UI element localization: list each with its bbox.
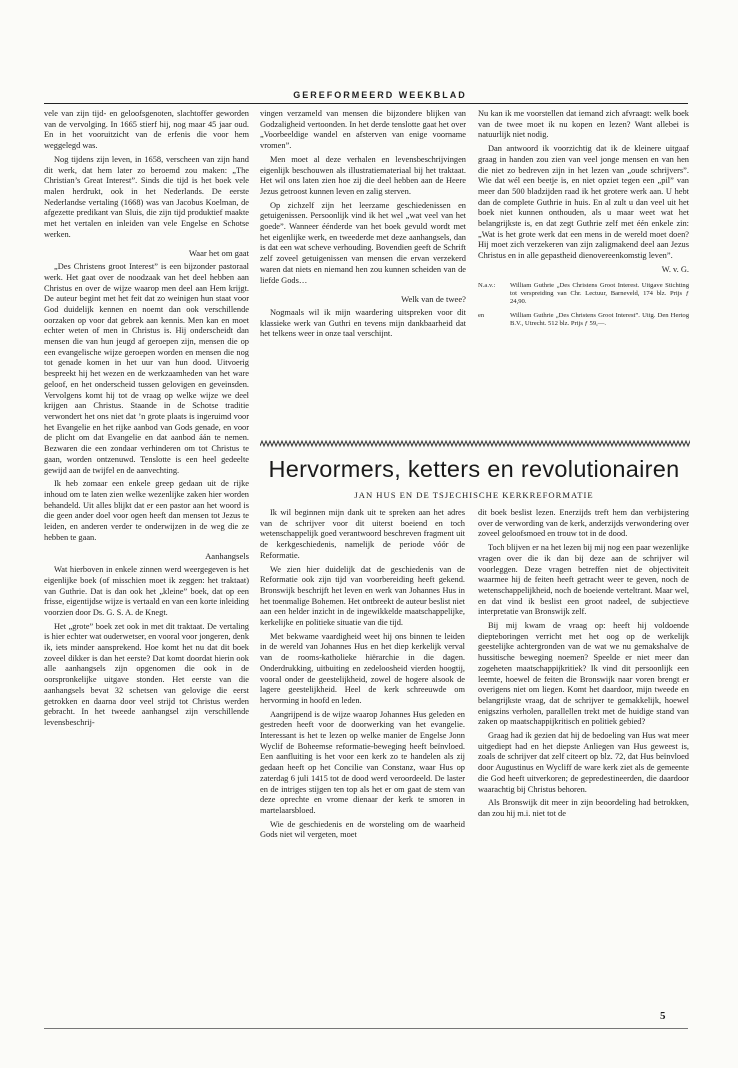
paragraph: Wat hierboven in enkele zinnen werd weergegeven is het eigenlijke boek (of misschien moet ik zeggen: het traktaat) van Guthrie. Dat is dan ook het „kleine” boek, dat op een frisse, eigentijdse wijze is vertaald en van een korte inleiding voorzien door Ds. G. S. A. de Knegt.	[44, 565, 249, 617]
column-1	[44, 109, 249, 732]
column-2	[260, 109, 466, 343]
footnote	[478, 312, 689, 328]
paragraph: Nu kan ik me voorstellen dat iemand zich afvraagt: welk boek van de twee moet ik nu kopen en lezen? Want allebei is natuurlijk niet nodig.	[478, 109, 689, 140]
bottom-rule	[44, 1028, 688, 1029]
paragraph: Als Bronswijk dit meer in zijn beoordeling had betrokken, dan zou hij m.i. niet tot de	[478, 798, 689, 818]
footnote-label: en	[478, 312, 485, 320]
top-rule	[44, 103, 688, 104]
paragraph: Met bekwame vaardigheid weet hij ons binnen te leiden in de wereld van Johannes Hus en het diep kerkelijk verval van de rooms-katholieke hiërarchie in die dagen. Onderdrukking, uitbuiting en zedeloosheid vierden hoogtij, vooral onder de geestelijkheid, zowel de hogere alsook de lagere geestelijkheid. Heel de kerk schreeuwde om hervorming in hoofd en leden.	[260, 631, 465, 705]
paragraph: Wie de geschiedenis en de worsteling om de waarheid Gods niet wil vergeten, moet	[260, 819, 465, 840]
paragraph: „Des Christens groot Interest” is een bijzonder pastoraal werk. Het gaat over de noodzaak van het deel hebben aan Christus en over de wijze waarop men deel aan Hem krijgt. De auteur begint met het feit dat zo weinigen hun staat voor God duidelijk kennen en noemt dan ook verschillende oorzaken op voor dat gebrek aan kennis. Men kan en moet echter weten of men in Christus is. Hij onderscheidt dan mensen die van hun jeugd af geroepen zijn, mensen die op een evangelische wijze geroepen worden en mensen die nog tot genade komen in het uur van hun dood. Uitvoerig bespreekt hij het wezen en de werkzaamheden van het ware geloof, en het onderscheid tussen gelovigen en geveinsden. Vervolgens komt hij tot de vraag op welke wijze we deel krijgen aan Christus. Staande in de Schotse traditie verwondert het ons niet dat ’n grote plaats is ingeruimd voor het Evangelie en het rijke aanbod van Gods genade, en voor de plicht om dat Evangelie en dat aanbod áán te nemen. Bezwaren die een zondaar verhinderen om tot Christus te gaan, worden ontzenuwd. Tenslotte is een heel gedeelte gewijd aan de twijfel en de aanvechting.	[44, 262, 249, 475]
column-3	[478, 109, 689, 329]
paragraph: Men moet al deze verhalen en levensbeschrijvingen eigenlijk beschouwen als illustratiemateriaal bij het traktaat. Het wil ons laten zien hoe zij die deel hebben aan de Heere Jezus getroost kunnen leven en zalig sterven.	[260, 154, 466, 196]
paragraph: vele van zijn tijd- en geloofsgenoten, slachtoffer geworden van de vervolging. In 1665 stierf hij, nog maar 45 jaar oud. En in het vooruitzicht van de erfenis die voor hem weggelegd was.	[44, 109, 249, 151]
paragraph: Nogmaals wil ik mijn waardering uitspreken voor dit klassieke werk van Guthri en tevens mijn dankbaarheid dat het telkens weer in onze taal verschijnt.	[260, 307, 466, 339]
article-subheading: JAN HUS EN DE TSJECHISCHE KERKREFORMATIE	[354, 490, 594, 500]
footnote-text: William Guthrie „Des Christens Groot Interest. Uitgave Stichting tot verspreiding van Chr. Lectuur, Barneveld, 174 blz. Prijs ƒ 24,90.	[510, 281, 689, 305]
paragraph: Toch blijven er na het lezen bij mij nog een paar wezenlijke vragen over die ik dan bij deze aan de schrijver wil voorleggen. Deze vragen betreffen niet de objectiviteit waarmee hij de feiten heeft getracht weer te geven, noch de wetenschappelijkheid, noch de boeiende verteltrant. Maar wel, en dat vind ik beslist een groot nadeel, de subjectieve interpretatie van Bronswijk zelf.	[478, 543, 689, 617]
paragraph: Ik wil beginnen mijn dank uit te spreken aan het adres van de schrijver voor dit uiterst boeiend en toch wetenschappelijk goed verantwoord beschreven fragment uit de kerkgeschiedenis, namelijk de periode vóór de Reformatie.	[260, 508, 465, 560]
article-column-left	[260, 508, 465, 844]
masthead: GEREFORMEERD WEEKBLAD	[293, 90, 467, 100]
zigzag-divider	[260, 440, 690, 448]
section-heading: Aanhangsels	[205, 551, 249, 562]
paragraph: Graag had ik gezien dat hij de bedoeling van Hus wat meer uitgediept had en het diepste Anliegen van Hus geweest is, zoals de schrijver dat zelf citeert op blz. 72, dat Hus beïnvloed door Augustinus en Wycliff de ware kerk ziet als de gemeente die God heeft uitverkoren; de gepredestineerden, die daardoor waarachtig bij Christus behoren.	[478, 731, 689, 794]
article-column-right	[478, 508, 689, 823]
footnote-label: N.a.v.:	[478, 281, 496, 289]
footnote	[478, 282, 689, 307]
paragraph: Aangrijpend is de wijze waarop Johannes Hus geleden en gestreden heeft voor de doorwerking van het evangelie. Interessant is het te lezen op welke manier de Engelse Jonn Wyclif de Boheemse reformatie-beweging heeft beïnvloed. Een aanfluiting is het voor een kerk zo te handelen als zij gedaan heeft op het Concilie van Constanz, waar Hus op zaterdag 6 juli 1415 tot de dood werd veroordeeld. De laster en de intriges stijgen ten top als het er om gaat de stem van deze oprechte en vrome dienaar der kerk te smoren in martelaarsbloed.	[260, 709, 465, 815]
paragraph: Het „grote” boek zet ook in met dit traktaat. De vertaling is hier echter wat ouderwetser, en vooral voor jongeren, denk ik, iets minder aansprekend. Hoe komt het nu dat dit boek zoveel dikker is dan het eerste? Dat komt doordat hierin ook alle aanhangsels zijn opgenomen die ook in de oorspronkelijke uitgave stonden. Het eerste van die aanhangsels bevat 32 schetsen van gelovige die eerst getrokken en daarna door veel strijd tot Christus werden gebracht. In het tweede aanhangsel zijn verschillende levensbeschrij-	[44, 621, 250, 727]
paragraph: Op zichzelf zijn het leerzame geschiedenissen en getuigenissen. Persoonlijk vind ik het wel „wat veel van het goede”. Wanneer éénderde van het boek gevuld wordt met het eigenlijke werk, en tweederde met deze aanhangsels, dan is dat een wat scheve verhouding. Bovendien geeft de Schrift zelf zoveel getuigenissen van mensen die ervan verzekerd waren dat niets en niemand hen zou kunnen scheiden van de liefde Gods…	[260, 200, 466, 285]
paragraph: dit boek beslist lezen. Enerzijds treft hem dan verbijstering over de verwording van de kerk, anderzijds verwondering over zoveel geloofsmoed en trouw tot in de dood.	[478, 508, 689, 539]
article-headline: Hervormers, ketters en revolutionairen	[268, 456, 680, 482]
author-signature: W. v. G.	[661, 264, 689, 274]
paragraph: We zien hier duidelijk dat de geschiedenis van de Reformatie ook zijn tijd van voorbereiding heeft gekend. Bronswijk beschrijft het leven en werk van Johannes Hus in het toenmalige Bohemen. Het ontbreekt de auteur beslist niet aan een helder inzicht in de ingewikkelde maatschappelijke, kerkelijke en politieke situatie van die tijd.	[260, 564, 465, 628]
paragraph: vingen verzameld van mensen die bijzondere blijken van Godzaligheid vertoonden. In het derde tenslotte gaat het over „Voorbeeldige wandel en afsterven van enige voorname vromen”.	[260, 109, 466, 151]
paragraph: Ik heb zomaar een enkele greep gedaan uit de rijke inhoud om te laten zien welke wezenlijke zaken hier worden behandeld. Uit alles blijkt dat er een pastor aan het woord is die geen ander doel voor ogen heeft dan mensen tot Jezus te leiden, en anderen verder te onderwijzen in de weg die ze hebben te gaan.	[44, 479, 249, 542]
paragraph: Nog tijdens zijn leven, in 1658, verscheen van zijn hand dit werk, dat hem later zo beroemd zou maken: „The Christian’s Great Interest”. Sinds die tijd is het boek vele malen herdrukt, ook in het Nederlands. De eerste Nederlandse vertaling (1668) was van Jacobus Koelman, de afgezette predikant van Sluis, die zijn tijd produktief maakte met het vertalen en inleiden van vele Engelse en Schotse werken.	[44, 154, 249, 239]
paragraph: Bij mij kwam de vraag op: heeft hij voldoende diepteboringen verricht met het oog op de werkelijk geestelijke achtergronden van de wat we nu gemakshalve de hussitische beweging noemen? Speelde er niet meer dan zogeheten maatschappijkritiek? Ik vind dit persoonlijk een leemte, hoewel de feiten die Bronswijk naar voren brengt er overigens niet om liegen. Komt het daardoor, mijn tweede en belangrijkste vraag, dat de schrijver te gemakkelijk, hoewel enigszins verholen, parallellen trekt met de huidige stand van zaken op maatschappijkritisch en politiek gebied?	[478, 621, 689, 727]
section-heading: Waar het om gaat	[188, 248, 249, 259]
page-number: 5	[660, 1010, 666, 1022]
section-heading: Welk van de twee?	[401, 294, 466, 305]
paragraph: Dan antwoord ik voorzichtig dat ik de kleinere uitgaaf graag in handen zou zien van veel jonge mensen en van hen die niet zo bedreven zijn in het lezen van „oude schrijvers”. Wie dat wél een beetje is, en niet opziet tegen een „pil” van meer dan 500 bladzijden raad ik het grotere werk aan. U hebt dan de complete Guthrie in huis. En al zult u dan veel uit het boek niet kunnen onthouden, als u maar weet wat het belangrijkste is, en dat zegt Guthrie zelf met één enkele zin: „Wat is het grote werk dat een mens in de wereld moet doen? Hij moet zich verzekeren van zijn zaligmakend deel aan Jezus Christus en in alle gepastheid dienovereenkomstig leven”.	[478, 144, 689, 261]
footnote-text: William Guthrie „Des Christens Groot Interest”. Uitg. Den Hertog B.V., Utrecht. 512 blz. Prijs ƒ 59,—.	[510, 312, 689, 328]
